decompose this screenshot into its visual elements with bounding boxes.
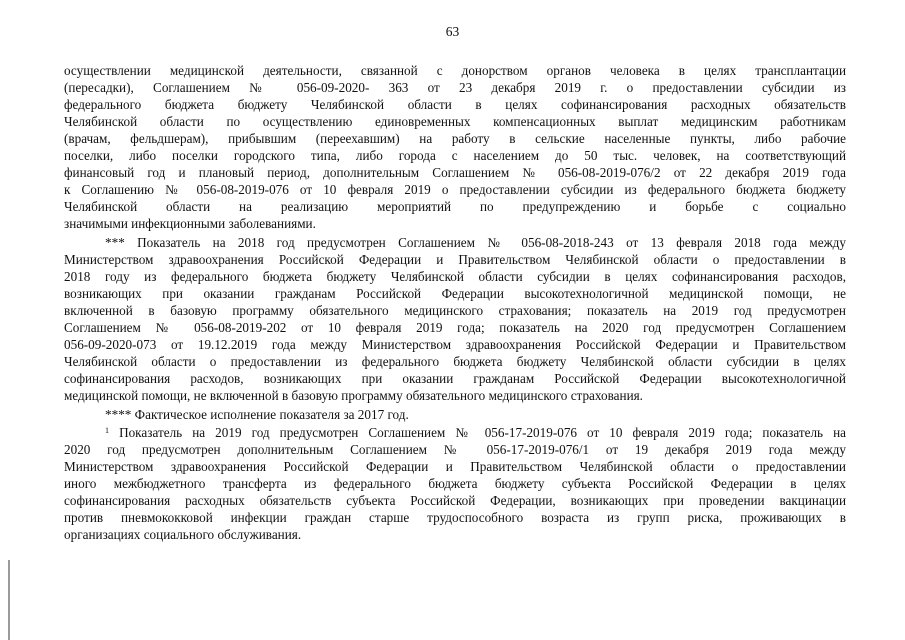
paragraph-line: Челябинской области по осуществлению единовременных компенсационных выплат медицинским работникам	[64, 114, 846, 129]
paragraph-line: софинансирования расходов, возникающих при оказании гражданам Российской Федерации высокотехнологичной	[64, 371, 846, 386]
paragraph-line: софинансирования расходных обязательств субъекта Российской Федерации, возникающих при проведении вакцинации	[64, 493, 846, 508]
paragraph-line: Челябинской области на реализацию мероприятий по предупреждению и борьбе с социально	[64, 199, 846, 214]
footnote-marker: ****	[105, 407, 132, 422]
paragraph-line: против пневмококковой инфекции граждан старше трудоспособного возраста из групп риска, проживающих в	[64, 510, 846, 525]
paragraph-line: финансовый год и плановый период, дополнительным Соглашением № 056-08-2019-076/2 от 22 декабря 2019 года	[64, 165, 846, 180]
paragraph-line: иного межбюджетного трансферта из федерального бюджета бюджету субъекта Российской Федерации в целях	[64, 476, 846, 491]
paragraph-line: 056-09-2020-073 от 19.12.2019 года между Министерством здравоохранения Российской Федерации и Правительством	[64, 337, 846, 352]
paragraph-line: организациях социального обслуживания.	[64, 527, 302, 542]
paragraph-line: федерального бюджета бюджету Челябинской области в целях софинансирования расходных обязательств	[64, 97, 846, 112]
paragraph-line: к Соглашению № 056-08-2019-076 от 10 февраля 2019 о предоставлении субсидии из федерального бюджета бюджету	[64, 182, 846, 197]
paragraph-line: поселки, либо поселки городского типа, либо города с населением до 50 тыс. человек, на соответствующий	[64, 148, 846, 163]
paragraph-line: включенной в базовую программу обязательного медицинского страхования; показатель на 2019 год предусмотрен	[64, 303, 846, 318]
footnote-line: *** Показатель на 2018 год предусмотрен Соглашением № 056-08-2018-243 от 13 февраля 2018 года между	[105, 235, 846, 250]
paragraph-line: осуществлении медицинской деятельности, связанной с донорством органов человека в целях трансплантации	[64, 63, 846, 78]
footnote-line: $^1$ Показатель на 2019 год предусмотрен Соглашением № 056-17-2019-076 от 10 февраля 2019 года; показатель на	[105, 425, 847, 440]
paragraph-line: 2018 году из федерального бюджета бюджету Челябинской области субсидии в целях софинансирования расходов,	[64, 269, 846, 284]
paragraph-line: Челябинской области о предоставлении из федерального бюджета бюджету Челябинской области субсидии в целях	[64, 354, 846, 369]
paragraph-line: 2020 год предусмотрен дополнительным Соглашением № 056-17-2019-076/1 от 19 декабря 2019 года между	[64, 442, 846, 457]
footnote-line: **** Фактическое исполнение показателя за 2017 год.	[105, 407, 409, 422]
paragraph-line: Министерством здравоохранения Российской Федерации и Правительством Челябинской области о предоставлении в	[64, 252, 846, 267]
paragraph-line: (пересадки), Соглашением № 056-09-2020- 363 от 23 декабря 2019 г. о предоставлении субсидии из	[64, 80, 846, 95]
paragraph-line: Министерством здравоохранения Российской Федерации и Правительством Челябинской области о предоставлении	[64, 459, 846, 474]
paragraph-line: возникающих при оказании гражданам Российской Федерации высокотехнологичной медицинской помощи, не	[64, 286, 846, 301]
paragraph-line: значимыми инфекционными заболеваниями.	[64, 216, 316, 231]
footnote-marker: ***	[105, 235, 125, 250]
paragraph-line: (врачам, фельдшерам), прибывшим (переехавшим) на работу в сельские населенные пункты, либо рабочие	[64, 131, 846, 146]
paragraph-line: медицинской помощи, не включенной в базовую программу обязательного медицинского страхования.	[64, 388, 643, 403]
scan-edge-line	[8, 560, 10, 640]
page-number: 63	[445, 24, 460, 39]
paragraph-line: Соглашением № 056-08-2019-202 от 10 февраля 2019 года; показатель на 2020 год предусмотрен Соглашением	[64, 320, 846, 335]
footnote-marker: 1	[105, 426, 109, 435]
